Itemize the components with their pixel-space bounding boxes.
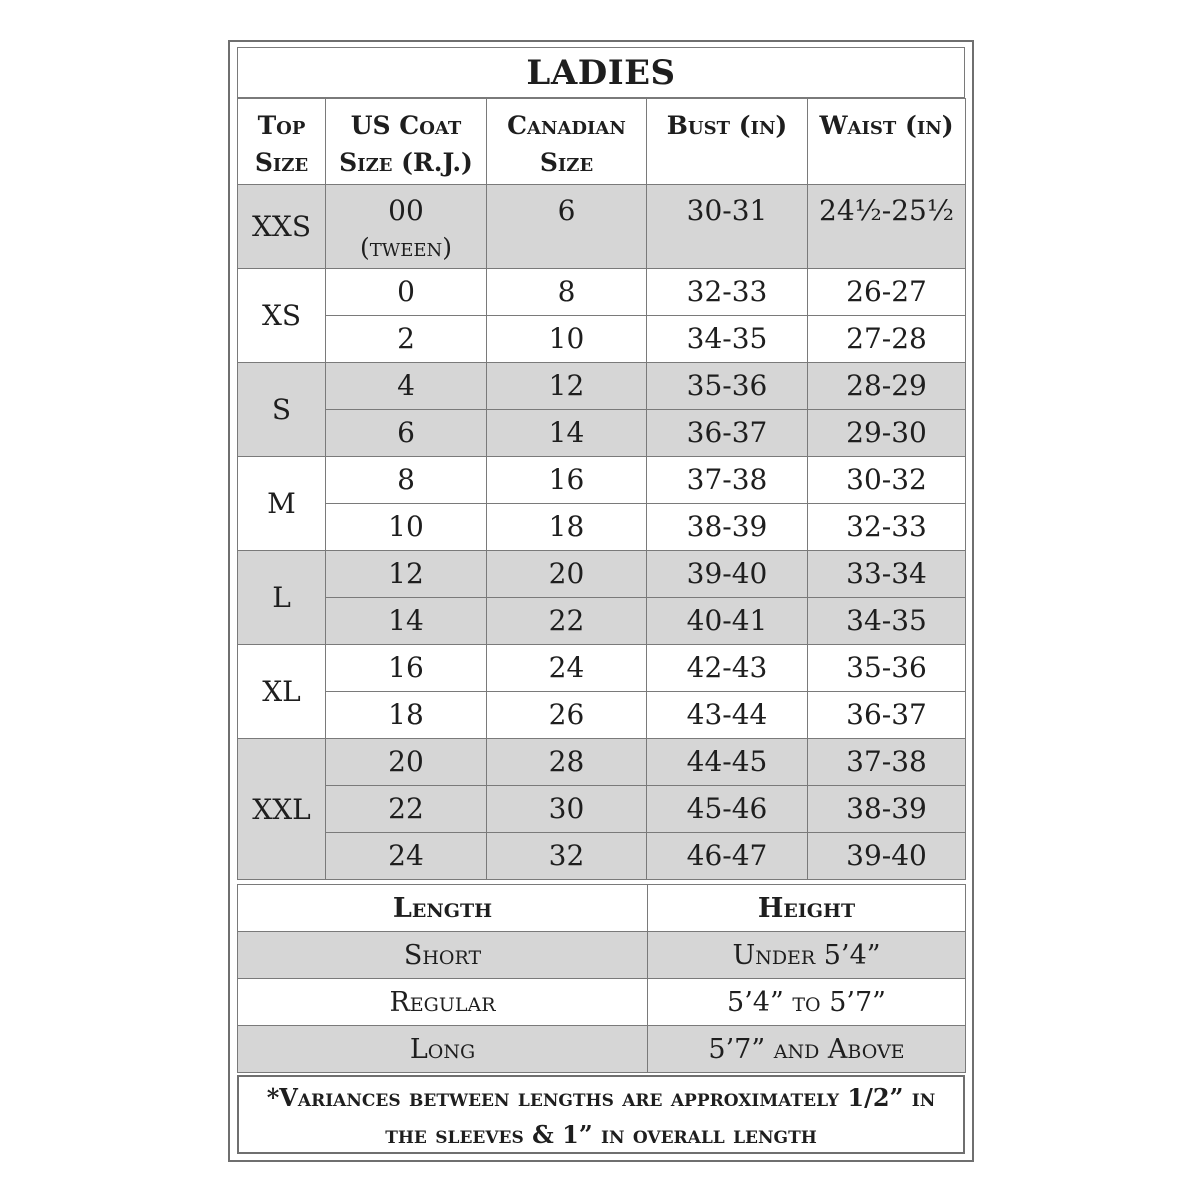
canadian-size-cell: 6 bbox=[487, 185, 647, 269]
length-cell: Short bbox=[238, 932, 648, 979]
bust-cell: 30-31 bbox=[647, 185, 808, 269]
canadian-size-cell: 10 bbox=[487, 316, 647, 363]
canadian-size-cell: 20 bbox=[487, 551, 647, 598]
length-table-header-row bbox=[238, 885, 966, 932]
header-canadian-line2: Size bbox=[539, 148, 594, 177]
canadian-size-cell: 26 bbox=[487, 692, 647, 739]
us-coat-size-cell bbox=[326, 363, 487, 410]
waist-cell: 38-39 bbox=[808, 786, 966, 833]
bust-cell: 44-45 bbox=[647, 739, 808, 786]
us-coat-size-value: 10 bbox=[388, 510, 424, 543]
table-row bbox=[238, 598, 966, 645]
header-us-coat-line1: US Coat bbox=[350, 111, 462, 140]
us-coat-size-value: 12 bbox=[388, 557, 424, 590]
us-coat-size-cell bbox=[326, 739, 487, 786]
us-coat-size-value: 4 bbox=[397, 369, 415, 402]
bust-cell: 42-43 bbox=[647, 645, 808, 692]
table-row bbox=[238, 551, 966, 598]
height-cell: Under 5’4” bbox=[648, 932, 966, 979]
size-table-header-row bbox=[238, 99, 966, 185]
height-cell: 5’7” and Above bbox=[648, 1026, 966, 1073]
size-table bbox=[237, 98, 966, 880]
length-cell: Long bbox=[238, 1026, 648, 1073]
us-coat-size-value: 20 bbox=[388, 745, 424, 778]
table-row bbox=[238, 410, 966, 457]
waist-cell: 24½-25½ bbox=[808, 185, 966, 269]
top-size-cell: XS bbox=[238, 269, 326, 363]
bust-cell: 46-47 bbox=[647, 833, 808, 880]
length-row bbox=[238, 979, 966, 1026]
table-row bbox=[238, 786, 966, 833]
bust-cell: 36-37 bbox=[647, 410, 808, 457]
us-coat-size-cell bbox=[326, 833, 487, 880]
us-coat-size-value: 16 bbox=[388, 651, 424, 684]
waist-cell: 39-40 bbox=[808, 833, 966, 880]
waist-cell: 28-29 bbox=[808, 363, 966, 410]
us-coat-size-value: 0 bbox=[397, 275, 415, 308]
header-height: Height bbox=[648, 885, 966, 932]
header-bust: Bust (in) bbox=[647, 99, 808, 185]
table-row bbox=[238, 269, 966, 316]
waist-cell: 36-37 bbox=[808, 692, 966, 739]
canadian-size-cell: 28 bbox=[487, 739, 647, 786]
waist-cell: 29-30 bbox=[808, 410, 966, 457]
us-coat-size-value: 6 bbox=[397, 416, 415, 449]
us-coat-size-value: 8 bbox=[397, 463, 415, 496]
header-canadian-line1: Canadian bbox=[507, 111, 626, 140]
bust-cell: 37-38 bbox=[647, 457, 808, 504]
length-cell: Regular bbox=[238, 979, 648, 1026]
header-us-coat-size bbox=[326, 99, 487, 185]
table-row bbox=[238, 185, 966, 269]
table-row bbox=[238, 457, 966, 504]
canadian-size-cell: 12 bbox=[487, 363, 647, 410]
waist-cell: 27-28 bbox=[808, 316, 966, 363]
waist-cell: 34-35 bbox=[808, 598, 966, 645]
us-coat-size-value: 18 bbox=[388, 698, 424, 731]
us-coat-size-cell bbox=[326, 185, 487, 269]
height-cell: 5’4” to 5’7” bbox=[648, 979, 966, 1026]
canadian-size-cell: 8 bbox=[487, 269, 647, 316]
waist-cell: 32-33 bbox=[808, 504, 966, 551]
bust-cell: 34-35 bbox=[647, 316, 808, 363]
length-table bbox=[237, 884, 966, 1073]
us-coat-size-cell bbox=[326, 316, 487, 363]
us-coat-size-cell bbox=[326, 692, 487, 739]
us-coat-size-value: 00 bbox=[388, 194, 424, 227]
top-size-cell: S bbox=[238, 363, 326, 457]
table-row bbox=[238, 645, 966, 692]
bust-cell: 43-44 bbox=[647, 692, 808, 739]
us-coat-size-note: (tween) bbox=[359, 233, 453, 262]
waist-cell: 26-27 bbox=[808, 269, 966, 316]
bust-cell: 35-36 bbox=[647, 363, 808, 410]
header-waist: Waist (in) bbox=[808, 99, 966, 185]
us-coat-size-value: 24 bbox=[388, 839, 424, 872]
chart-title: LADIES bbox=[237, 47, 965, 98]
table-row bbox=[238, 833, 966, 880]
table-row bbox=[238, 504, 966, 551]
us-coat-size-cell bbox=[326, 786, 487, 833]
waist-cell: 33-34 bbox=[808, 551, 966, 598]
us-coat-size-cell bbox=[326, 551, 487, 598]
us-coat-size-cell bbox=[326, 269, 487, 316]
table-row bbox=[238, 316, 966, 363]
us-coat-size-cell bbox=[326, 645, 487, 692]
top-size-cell: M bbox=[238, 457, 326, 551]
bust-cell: 45-46 bbox=[647, 786, 808, 833]
us-coat-size-cell bbox=[326, 457, 487, 504]
us-coat-size-value: 14 bbox=[388, 604, 424, 637]
canadian-size-cell: 18 bbox=[487, 504, 647, 551]
canadian-size-cell: 30 bbox=[487, 786, 647, 833]
length-row bbox=[238, 1026, 966, 1073]
canadian-size-cell: 16 bbox=[487, 457, 647, 504]
top-size-cell: XL bbox=[238, 645, 326, 739]
us-coat-size-value: 22 bbox=[388, 792, 424, 825]
table-row bbox=[238, 692, 966, 739]
waist-cell: 35-36 bbox=[808, 645, 966, 692]
waist-cell: 37-38 bbox=[808, 739, 966, 786]
canadian-size-cell: 24 bbox=[487, 645, 647, 692]
length-row bbox=[238, 932, 966, 979]
canadian-size-cell: 22 bbox=[487, 598, 647, 645]
header-top-size-line2: Size bbox=[254, 148, 309, 177]
bust-cell: 38-39 bbox=[647, 504, 808, 551]
canadian-size-cell: 32 bbox=[487, 833, 647, 880]
us-coat-size-value: 2 bbox=[397, 322, 415, 355]
waist-cell: 30-32 bbox=[808, 457, 966, 504]
bust-cell: 32-33 bbox=[647, 269, 808, 316]
us-coat-size-cell bbox=[326, 598, 487, 645]
header-top-size-line1: Top bbox=[257, 111, 306, 140]
canadian-size-cell: 14 bbox=[487, 410, 647, 457]
bust-cell: 40-41 bbox=[647, 598, 808, 645]
variance-note: *Variances between lengths are approximately 1/2” in the sleeves & 1” in overall length bbox=[237, 1075, 965, 1154]
header-top-size bbox=[238, 99, 326, 185]
table-row bbox=[238, 739, 966, 786]
bust-cell: 39-40 bbox=[647, 551, 808, 598]
header-canadian-size bbox=[487, 99, 647, 185]
table-row bbox=[238, 363, 966, 410]
header-us-coat-line2: Size (R.J.) bbox=[339, 148, 473, 177]
top-size-cell: XXS bbox=[238, 185, 326, 269]
header-length: Length bbox=[238, 885, 648, 932]
top-size-cell: XXL bbox=[238, 739, 326, 880]
us-coat-size-cell bbox=[326, 504, 487, 551]
us-coat-size-cell bbox=[326, 410, 487, 457]
top-size-cell: L bbox=[238, 551, 326, 645]
